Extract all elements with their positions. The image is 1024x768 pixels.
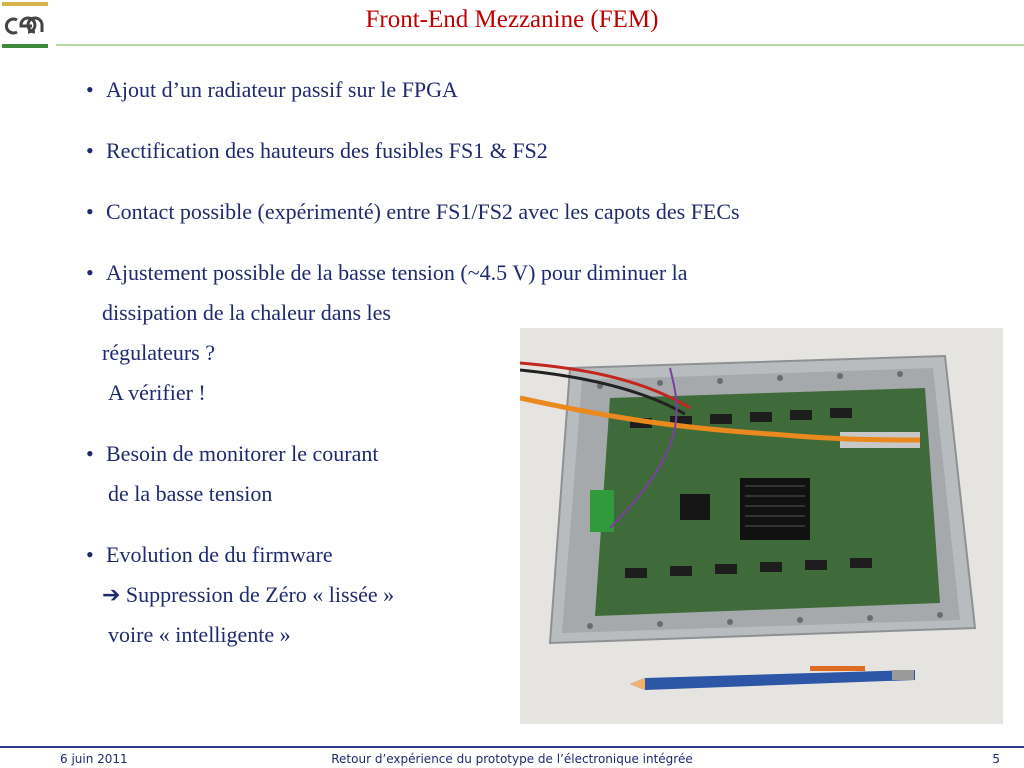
logo-green-bar xyxy=(2,44,48,48)
bullet-text: • Evolution de du firmware xyxy=(106,542,333,567)
bullet-text: ➔ Suppression de Zéro « lissée » xyxy=(102,582,395,607)
bullet-text: • Contact possible (expérimenté) entre FS1/FS2 avec les capots des FECs xyxy=(106,199,740,224)
bullet-item xyxy=(86,131,966,171)
page-number: 5 xyxy=(992,752,1000,766)
fem-board-photo xyxy=(520,328,1003,724)
bullet-text: régulateurs ? xyxy=(102,340,215,365)
bullet-item xyxy=(86,192,966,232)
bullet-text: • Ajout d’un radiateur passif sur le FPGA xyxy=(106,77,458,102)
bullet-text: A vérifier ! xyxy=(108,380,206,405)
footer-rule xyxy=(0,746,1024,748)
footer-title: Retour d’expérience du prototype de l’électronique intégrée xyxy=(331,752,693,766)
bullet-item xyxy=(86,70,966,110)
bullet-text: • Rectification des hauteurs des fusibles FS1 & FS2 xyxy=(106,138,548,163)
bullet-text: voire « intelligente » xyxy=(108,622,291,647)
bullet-text: • Ajustement possible de la basse tension (~4.5 V) pour diminuer la xyxy=(106,260,688,285)
slide-title: Front-End Mezzanine (FEM) xyxy=(365,6,659,33)
bullet-text: de la basse tension xyxy=(108,481,273,506)
bullet-text: • Besoin de monitorer le courant xyxy=(106,441,379,466)
fem-board-image xyxy=(520,328,1003,724)
footer-date: 6 juin 2011 xyxy=(60,752,128,766)
title-rule xyxy=(56,44,1024,46)
bullet-text: dissipation de la chaleur dans les xyxy=(102,300,391,325)
